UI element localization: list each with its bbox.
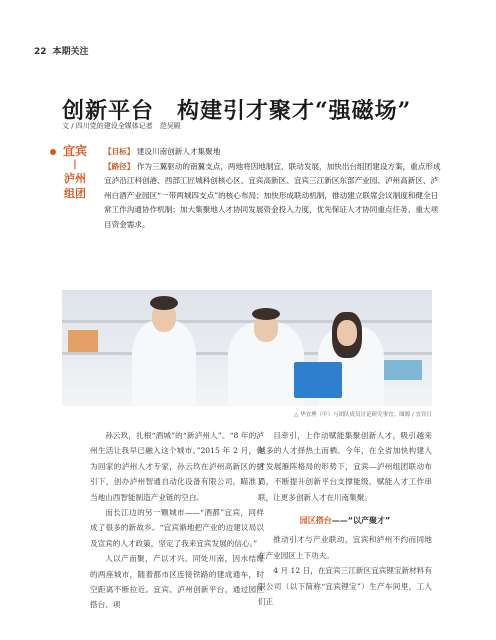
divider-bar: | (73, 159, 77, 170)
body-paragraph: 人以产而聚，产以才兴。同处川南，因水结缘的两座城市，随着都市区连接铁路的建成通车，时空距离不断拉近。宜宾、泸州创新平台，通过园区搭台、项 (90, 554, 264, 610)
city-label-yibin: 宜宾 (62, 144, 87, 158)
subheading-left: 园区搭台 (299, 516, 332, 526)
body-paragraph: 推动引才与产业联动，宜宾和泸州不约而同地在产业园区上下功夫。 (258, 535, 432, 560)
photo-folder (294, 362, 342, 398)
photo-hair (252, 308, 280, 320)
path-text: 作为三翼驱动的南翼支点，两地将因地制宜、联动发展，加快出台组团建设方案，重点形成宜泸沿江科创港、西部工匠城科创核心区、宜宾高新区、宜宾三江新区东部产业园、泸州高新区、泸州白酒产业园区“一带两城四支点”的核心布局；加快形成联动机制，推动建立联席会议制度和健全日常工作沟通协作机制；加大集聚地人才协同发展资金投入力度，优先保证人才协同重点任务、重大项目资金需求。 (104, 161, 441, 229)
article-byline: 文 / 四川党的建设全媒体记者 范吴殿 (62, 122, 181, 130)
body-paragraph: 孙云玖，扎根“酒城”的“新泸州人”。“8 年的泸州生活让我早已融入这个城市。”2015 年 2 月，作为回家的泸州人才专家，孙云玖在泸州高新区的招引下，创办泸州智通自动化设备有限公司，瞄准了当地山西智能制造产业链的空白。 (90, 431, 264, 502)
path-row (104, 160, 444, 233)
city-label-luzhou: 泸州 (64, 172, 86, 185)
page-header (34, 44, 89, 57)
subheading-right: ——“以产聚才” (331, 516, 391, 526)
photo-face (337, 320, 357, 346)
photo-shelf (62, 320, 432, 323)
bullet-dot-icon (50, 149, 56, 155)
body-paragraph: 4 月 12 日，在宜宾三江新区宜宾锂宝新材料有限公司（以下简称“宜宾锂宝”）生产车间里，工人们正 (258, 566, 432, 607)
goal-text: 建设川南创新人才集聚地 (136, 147, 221, 156)
body-column-left (90, 428, 264, 613)
goal-path-box (104, 145, 444, 233)
group-label: 组团 (64, 187, 86, 200)
body-paragraph: 而长江边的另一颗城市——“酒都”宜宾，同样成了很多的新故乡。“宜宾渐地把产业的边建议局以及宣宾的人才政策，坚定了我来宜宾发展的信心。” (90, 508, 264, 548)
body-paragraph: 目牵引，上作动赋能集聚创新人才，吸引越来越多的人才择热土而栖。今年，在全省加快构建人才发展雁阵格局的形势下，宜宾—泸州组团联动布局，不断提升创新平台支撑能级，赋能人才工作串联，让更多创新人才在川南集聚。 (258, 431, 432, 502)
photo-person-left (132, 320, 196, 406)
subheading (258, 513, 432, 528)
page-number: 22 (34, 47, 47, 57)
photo-equipment (68, 330, 98, 352)
body-column-right (258, 428, 432, 609)
goal-row (104, 145, 444, 160)
region-sidebar (60, 144, 90, 201)
path-tag: 【路径】 (104, 161, 135, 171)
photo-hair (150, 296, 178, 310)
photo-caption: △ 华宜理（中）与团队成员讨论研究事宜。图源 / 宜宾日 (294, 412, 432, 418)
goal-tag: 【目标】 (104, 147, 135, 156)
article-title: 创新平台 构建引才聚才“强磁场” (62, 98, 412, 124)
lab-photo (62, 290, 432, 406)
section-title: 本期关注 (52, 47, 89, 57)
